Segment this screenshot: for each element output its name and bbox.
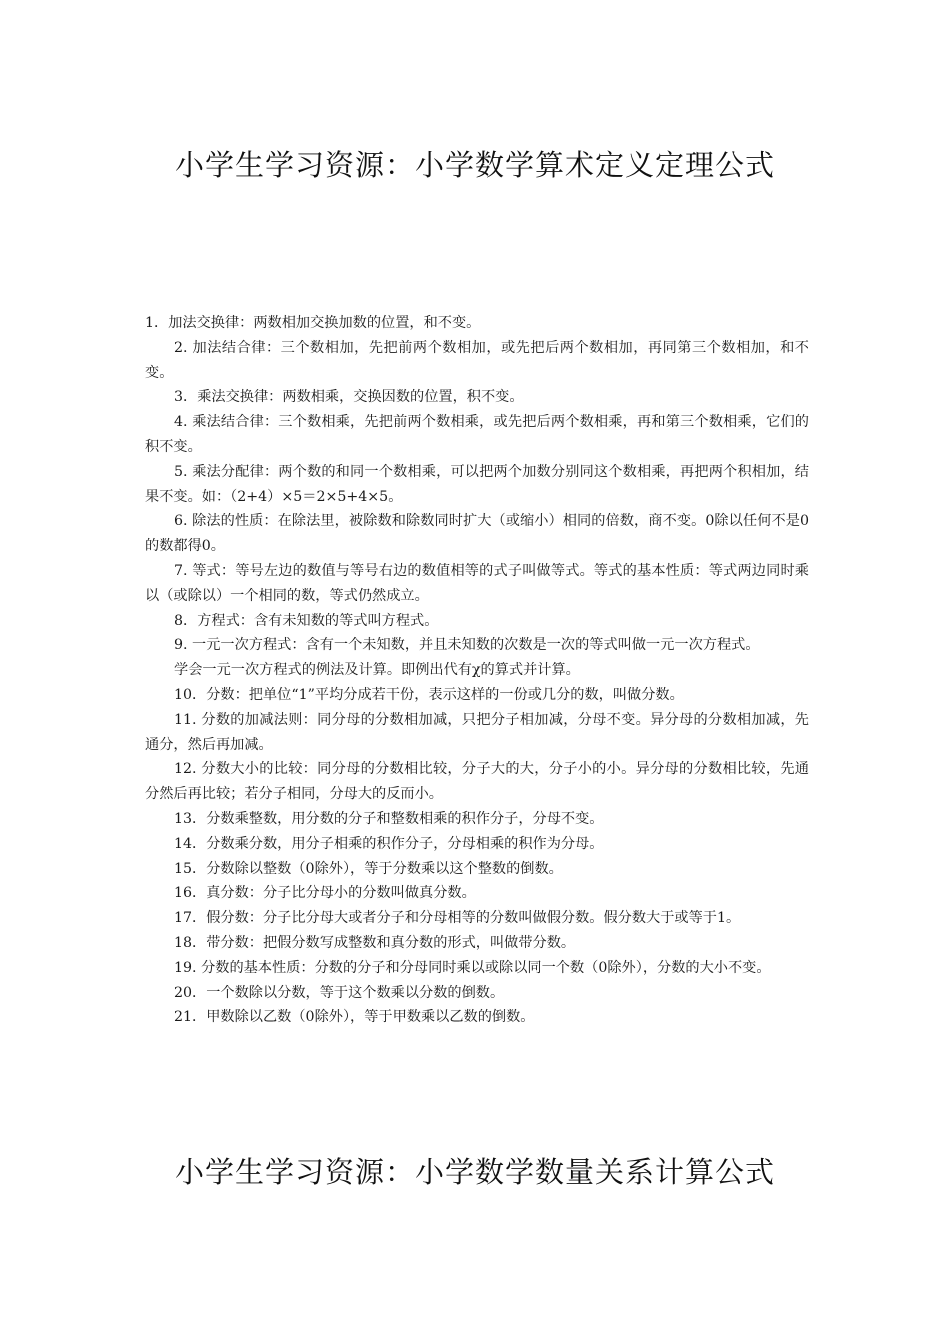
- paragraph: 5. 乘法分配律：两个数的和同一个数相乘，可以把两个加数分别同这个数相乘，再把两个积相加，结果不变。如：（2+4）×5＝2×5+4×5。: [145, 463, 809, 505]
- section-title: 小学生学习资源：小学数学数量关系计算公式: [174, 1155, 775, 1189]
- paragraph: 12. 分数大小的比较：同分母的分数相比较，分子大的大，分子小的小。异分母的分数相比较，先通分然后再比较；若分子相同，分母大的反而小。: [145, 761, 809, 803]
- paragraph: 9. 一元一次方程式：含有一个未知数，并且未知数的次数是一次的等式叫做一元一次方程式。: [174, 637, 760, 654]
- paragraph: 4. 乘法结合律：三个数相乘，先把前两个数相乘，或先把后两个数相乘，再和第三个数相乘，它们的积不变。: [145, 414, 809, 455]
- paragraph: 16．真分数：分子比分母小的分数叫做真分数。: [174, 885, 476, 902]
- paragraph: 14．分数乘分数，用分子相乘的积作分子，分母相乘的积作为分母。: [174, 835, 604, 852]
- paragraph: 学会一元一次方程式的例法及计算。即例出代有χ的算式并计算。: [174, 662, 580, 679]
- paragraph: 3．乘法交换律：两数相乘，交换因数的位置，积不变。: [174, 389, 524, 406]
- paragraph: 11. 分数的加减法则：同分母的分数相加减，只把分子相加减，分母不变。异分母的分数相加减，先通分，然后再加减。: [145, 711, 809, 753]
- paragraph: 10．分数：把单位“1”平均分成若干份，表示这样的一份或几分的数，叫做分数。: [174, 686, 684, 703]
- paragraph: 13．分数乘整数，用分数的分子和整数相乘的积作分子，分母不变。: [174, 810, 604, 827]
- paragraph: 20．一个数除以分数，等于这个数乘以分数的倒数。: [174, 984, 505, 1001]
- paragraph: 8．方程式：含有未知数的等式叫方程式。: [174, 612, 439, 629]
- paragraph: 19. 分数的基本性质：分数的分子和分母同时乘以或除以同一个数（0除外），分数的大小不变。: [174, 959, 771, 976]
- document-body: [145, 311, 809, 1030]
- paragraph: 7. 等式：等号左边的数值与等号右边的数值相等的式子叫做等式。等式的基本性质：等式两边同时乘以（或除以）一个相同的数，等式仍然成立。: [145, 562, 809, 604]
- document-title: 小学生学习资源：小学数学算术定义定理公式: [174, 148, 775, 182]
- paragraph: 6. 除法的性质：在除法里，被除数和除数同时扩大（或缩小）相同的倍数，商不变。0除以任何不是0的数都得0。: [145, 513, 809, 555]
- paragraph: 15．分数除以整数（0除外），等于分数乘以这个整数的倒数。: [174, 860, 563, 877]
- paragraph: 17．假分数：分子比分母大或者分子和分母相等的分数叫做假分数。假分数大于或等于1。: [174, 910, 741, 927]
- paragraph: 21．甲数除以乙数（0除外），等于甲数乘以乙数的倒数。: [174, 1009, 535, 1026]
- paragraph: 2. 加法结合律：三个数相加，先把前两个数相加，或先把后两个数相加，再同第三个数相加，和不变。: [145, 339, 809, 381]
- paragraph: 1．加法交换律：两数相加交换加数的位置，和不变。: [145, 315, 481, 331]
- paragraph: 18．带分数：把假分数写成整数和真分数的形式，叫做带分数。: [174, 934, 576, 951]
